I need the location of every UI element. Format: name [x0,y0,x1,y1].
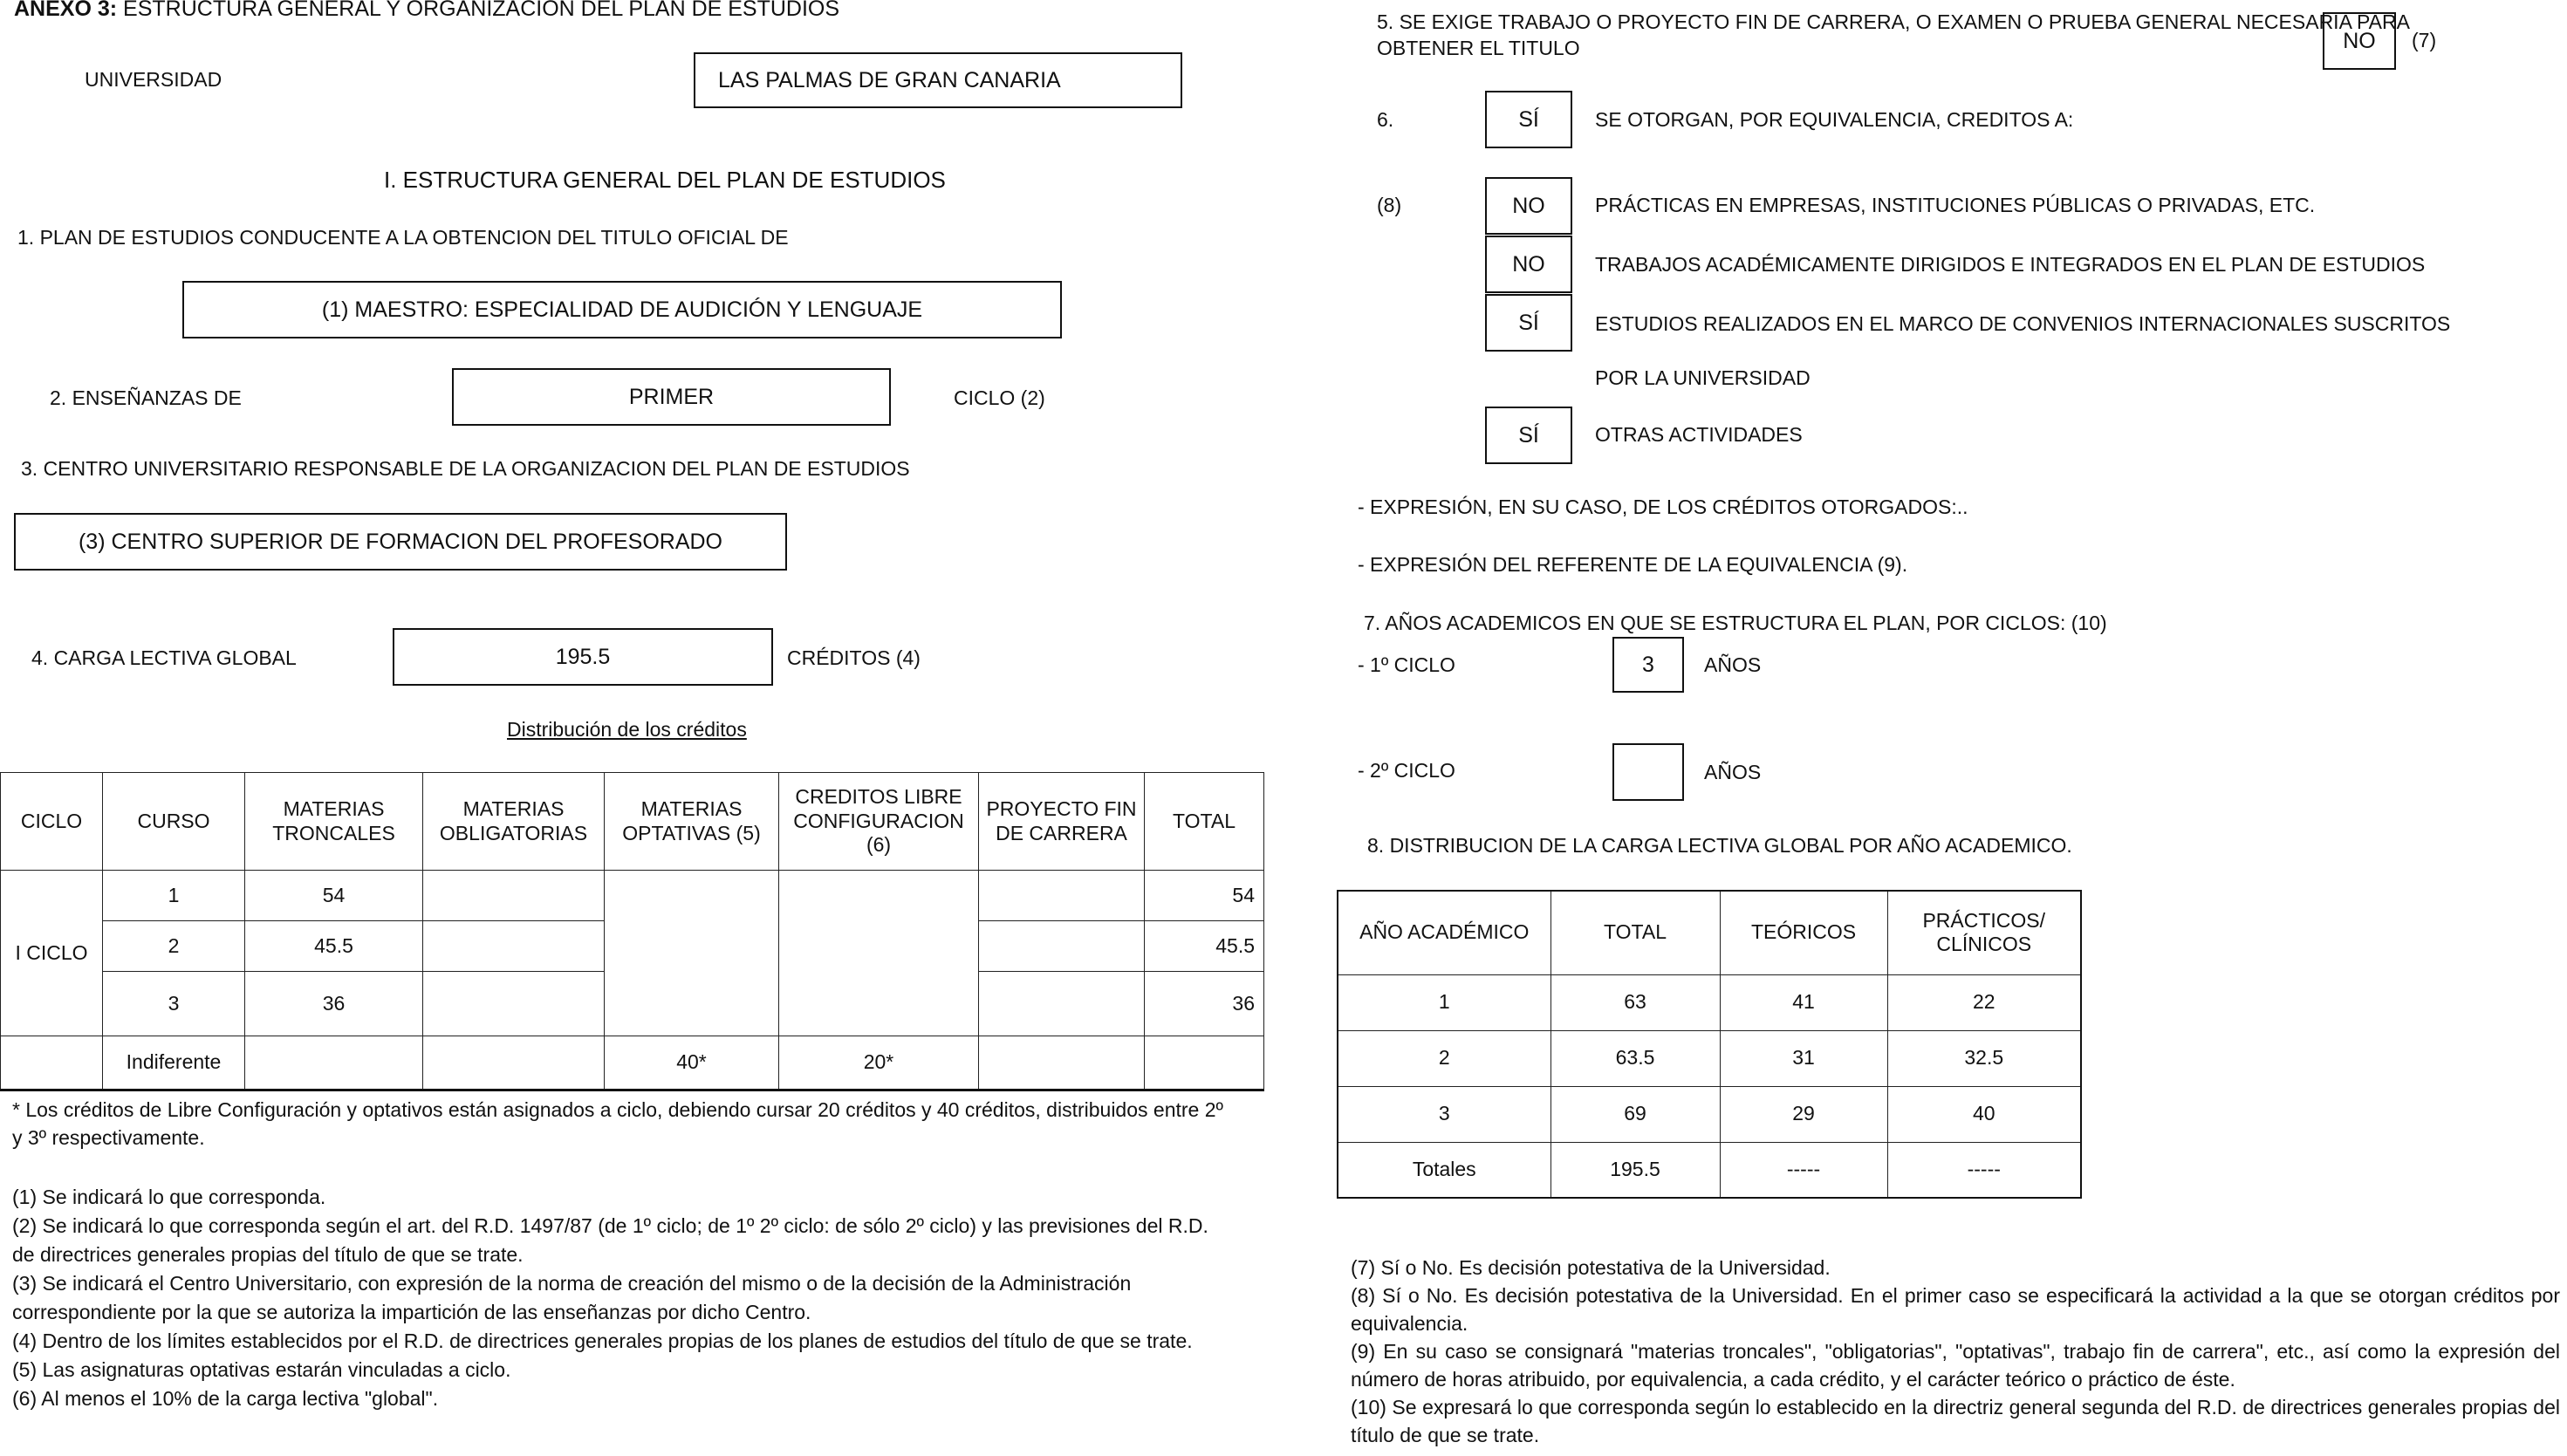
note-2: (2) Se indicará lo que corresponda según el art. del R.D. 1497/87 (de 1º ciclo; de 1º 2º ciclo: de sólo 2º ciclo) y las previsiones del R.D. de directrices generales propias del título de que se trate. [12,1214,1208,1266]
curso-cell: 3 [103,972,245,1036]
equiv-box-1 [1485,177,1572,235]
ano-cell: 1 [1338,974,1550,1030]
ciclo1-label: - 1º CICLO [1358,653,1455,676]
item6-box [1485,91,1572,148]
header-ciclo: CICLO [1,773,103,871]
item2-label: 2. ENSEÑANZAS DE [50,386,242,409]
teoricos-cell: ----- [1720,1142,1887,1198]
ensenanzas-value: PRIMER [628,384,715,409]
teoricos-cell: 41 [1720,974,1887,1030]
note-3: (3) Se indicará el Centro Universitario, con expresión de la norma de creación del mismo o de la decisión de la Administración correspondiente por la que se autoriza la impartición de las enseñanzas por dicho Centro. [12,1272,1132,1323]
header-total: TOTAL [1550,891,1720,974]
distribucion-title: Distribución de los créditos [507,718,747,741]
credits-table [0,772,1264,1091]
obligatorias-cell [423,1036,605,1090]
troncales-cell: 45.5 [245,921,423,972]
left-notes [12,1183,1234,1413]
expr-creditos: - EXPRESIÓN, EN SU CASO, DE LOS CRÉDITOS OTORGADOS:.. [1358,496,1968,518]
table-row [1338,1086,2081,1142]
note-5: (5) Las asignaturas optativas estarán vinculadas a ciclo. [12,1358,511,1381]
item4-label: 4. CARGA LECTIVA GLOBAL [31,646,297,669]
creditos-suffix: CRÉDITOS (4) [787,646,921,669]
total-cell: 63.5 [1550,1030,1720,1086]
ano-cell: 3 [1338,1086,1550,1142]
equiv-text-3: ESTUDIOS REALIZADOS EN EL MARCO DE CONVENIOS INTERNACIONALES SUSCRITOS [1595,312,2451,335]
header-ano: AÑO ACADÉMICO [1338,891,1550,974]
libre-cell [779,871,979,1036]
note-9: (9) En su caso se consignará "materias troncales", "obligatorias", "optativas", trabajo fin de carrera", etc., así como la expresión del número de horas atribuido, por equivalencia, a cada crédito, y el carácter teórico o práctico de éste. [1351,1340,2560,1391]
proyecto-cell [979,972,1145,1036]
total-cell: 63 [1550,974,1720,1030]
equiv-value-1: NO [1512,193,1545,218]
year-header-row [1338,891,2081,974]
ciclo2-label: - 2º CICLO [1358,759,1455,782]
item5-box [2323,12,2396,70]
equiv-box-4 [1485,407,1572,464]
troncales-cell: 36 [245,972,423,1036]
curso-cell: 1 [103,871,245,921]
curso-cell: 2 [103,921,245,972]
total-cell: 45.5 [1145,921,1264,972]
titulo-value: (1) MAESTRO: ESPECIALIDAD DE AUDICIÓN Y LENGUAJE [321,297,923,322]
obligatorias-cell [423,921,605,972]
table-row [1,1036,1264,1090]
table-row [1338,1030,2081,1086]
proyecto-cell [979,921,1145,972]
equiv-text-1: PRÁCTICAS EN EMPRESAS, INSTITUCIONES PÚBLICAS O PRIVADAS, ETC. [1595,194,2316,216]
universidad-box [694,52,1182,108]
equiv-box-3 [1485,294,1572,352]
equiv-text-4: OTRAS ACTIVIDADES [1595,423,1803,446]
equiv-text-3-cont: POR LA UNIVERSIDAD [1595,366,1811,389]
equiv-text-2: TRABAJOS ACADÉMICAMENTE DIRIGIDOS E INTEGRADOS EN EL PLAN DE ESTUDIOS [1595,253,2426,276]
table-row [1338,974,2081,1030]
ciclo1-anos: AÑOS [1704,653,1762,676]
table-row [1338,1142,2081,1198]
note-1: (1) Se indicará lo que corresponda. [12,1186,326,1208]
header-optativas: MATERIAS OPTATIVAS (5) [605,773,779,871]
ano-cell: Totales [1338,1142,1550,1198]
ano-cell: 2 [1338,1030,1550,1086]
ciclo2-box [1612,743,1684,801]
obligatorias-cell [423,972,605,1036]
ciclo-cell-empty [1,1036,103,1090]
proyecto-cell [979,871,1145,921]
note-6: (6) Al menos el 10% de la carga lectiva "global". [12,1387,439,1410]
total-cell: 54 [1145,871,1264,921]
header-curso: CURSO [103,773,245,871]
practicos-cell: 40 [1887,1086,2081,1142]
universidad-label: UNIVERSIDAD [85,68,222,91]
item6-text: SE OTORGAN, POR EQUIVALENCIA, CREDITOS A: [1595,108,2074,131]
annex-prefix: ANEXO 3: [14,0,118,21]
item5-line1: 5. SE EXIGE TRABAJO O PROYECTO FIN DE CARRERA, O EXAMEN O PRUEBA GENERAL NECESARIA PARA [1377,10,2410,33]
optativas-cell: 40* [605,1036,779,1090]
item5-suffix: (7) [2412,29,2437,51]
header-libre: CREDITOS LIBRE CONFIGURACION (6) [779,773,979,871]
table-footnote: * Los créditos de Libre Configuración y optativos están asignados a ciclo, debiendo cursar 20 créditos y 40 créditos, distribuidos entre 2º y 3º respectivamente. [12,1098,1223,1149]
item5-value: NO [2343,28,2376,53]
equiv-value-4: SÍ [1518,422,1539,448]
ensenanzas-box [452,368,891,426]
total-cell [1145,1036,1264,1090]
titulo-box [182,281,1062,338]
item3-label: 3. CENTRO UNIVERSITARIO RESPONSABLE DE LA ORGANIZACION DEL PLAN DE ESTUDIOS [21,457,910,480]
carga-value: 195.5 [555,644,611,669]
header-practicos: PRÁCTICOS/ CLÍNICOS [1887,891,2081,974]
note-10: (10) Se expresará lo que corresponda según lo establecido en la directriz general segunda del R.D. de directrices generales propias del título de que se trate. [1351,1396,2560,1446]
ciclo-cell: I CICLO [1,871,103,1036]
total-cell: 36 [1145,972,1264,1036]
credits-header-row [1,773,1264,871]
libre-cell: 20* [779,1036,979,1090]
obligatorias-cell [423,871,605,921]
curso-cell: Indiferente [103,1036,245,1090]
carga-box [393,628,773,686]
practicos-cell: 32.5 [1887,1030,2081,1086]
equiv-value-3: SÍ [1518,310,1539,335]
practicos-cell: ----- [1887,1142,2081,1198]
header-troncales: MATERIAS TRONCALES [245,773,423,871]
item1-label: 1. PLAN DE ESTUDIOS CONDUCENTE A LA OBTENCION DEL TITULO OFICIAL DE [17,226,789,249]
note-4: (4) Dentro de los límites establecidos por el R.D. de directrices generales propias de los planes de estudios del título de que se trate. [12,1330,1193,1352]
header-proyecto: PROYECTO FIN DE CARRERA [979,773,1145,871]
proyecto-cell [979,1036,1145,1090]
item6-label: 6. [1377,108,1394,131]
item7-label: 7. AÑOS ACADEMICOS EN QUE SE ESTRUCTURA EL PLAN, POR CICLOS: (10) [1364,612,2107,634]
ciclo1-box [1612,637,1684,693]
annex-heading [14,0,839,22]
practicos-cell: 22 [1887,974,2081,1030]
total-cell: 195.5 [1550,1142,1720,1198]
right-notes [1351,1254,2560,1449]
note-7: (7) Sí o No. Es decisión potestativa de la Universidad. [1351,1256,1831,1279]
total-cell: 69 [1550,1086,1720,1142]
item8-marker: (8) [1377,194,1402,216]
item8-label: 8. DISTRIBUCION DE LA CARGA LECTIVA GLOBAL POR AÑO ACADEMICO. [1367,834,2072,857]
item5-line2: OBTENER EL TITULO [1377,37,1580,59]
header-teoricos: TEÓRICOS [1720,891,1887,974]
centro-value: (3) CENTRO SUPERIOR DE FORMACION DEL PROFESORADO [78,529,723,554]
note-8: (8) Sí o No. Es decisión potestativa de la Universidad. En el primer caso se especificará la actividad a la que se otorgan créditos por equivalencia. [1351,1284,2560,1335]
year-table [1337,890,2082,1199]
centro-box [14,513,787,571]
equiv-box-2 [1485,236,1572,293]
section-title: I. ESTRUCTURA GENERAL DEL PLAN DE ESTUDIOS [384,167,946,193]
equiv-value-2: NO [1512,251,1545,277]
teoricos-cell: 31 [1720,1030,1887,1086]
header-obligatorias: MATERIAS OBLIGATORIAS [423,773,605,871]
troncales-cell [245,1036,423,1090]
header-total: TOTAL [1145,773,1264,871]
expr-referente: - EXPRESIÓN DEL REFERENTE DE LA EQUIVALENCIA (9). [1358,553,1908,576]
optativas-cell [605,871,779,1036]
ciclo1-value: 3 [1642,652,1654,677]
troncales-cell: 54 [245,871,423,921]
table-row [1,871,1264,921]
teoricos-cell: 29 [1720,1086,1887,1142]
item6-value: SÍ [1518,106,1539,132]
ciclo2-anos: AÑOS [1704,761,1762,783]
annex-title: ESTRUCTURA GENERAL Y ORGANIZACION DEL PLAN DE ESTUDIOS [123,0,840,21]
universidad-value: LAS PALMAS DE GRAN CANARIA [718,67,1061,92]
ciclo-suffix: CICLO (2) [954,386,1045,409]
